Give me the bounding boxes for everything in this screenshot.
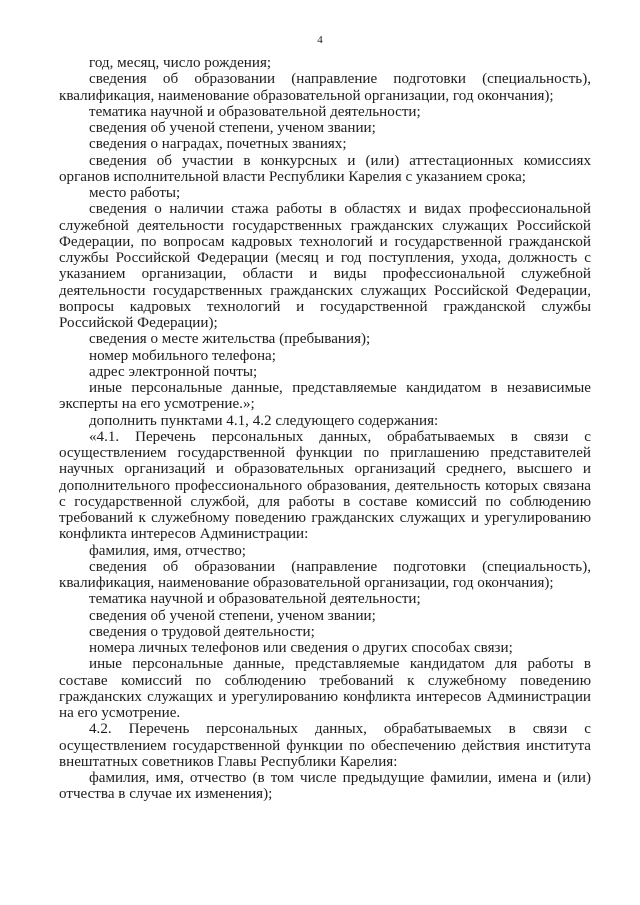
list-item: тематика научной и образовательной деятельности;	[89, 103, 421, 120]
clause-4-1-heading: «4.1. Перечень персональных данных, обрабатываемых в связи с осуществлением государственной функции по приглашению представителей научных организаций и образовательных организаций среднего, высшего и дополнительного профессионального образования, деятельность которых связана с государственной службой, для работы в составе комиссий по соблюдению требований к служебному поведению гражданских служащих и урегулированию конфликта интересов Администрации:	[59, 428, 591, 543]
list-item: сведения о трудовой деятельности;	[89, 623, 315, 640]
list-item: номер мобильного телефона;	[89, 347, 276, 364]
list-item: номера личных телефонов или сведения о других способах связи;	[89, 640, 513, 656]
page-number: 4	[317, 34, 323, 46]
list-item: фамилия, имя, отчество;	[89, 542, 246, 559]
list-item: тематика научной и образовательной деятельности;	[89, 591, 421, 608]
list-item: место работы;	[89, 185, 181, 201]
list-item: год, месяц, число рождения;	[89, 55, 272, 71]
list-item: иные персональные данные, представляемые кандидатом в независимые эксперты на его усмотрение.»;	[59, 380, 591, 413]
amendment-intro: дополнить пунктами 4.1, 4.2 следующего содержания:	[89, 412, 439, 429]
list-item: адрес электронной почты;	[89, 363, 258, 380]
list-item: сведения об образовании (направление подготовки (специальность), квалификация, наименование образовательной организации, год окончания);	[59, 71, 591, 104]
document-body	[59, 55, 591, 803]
list-item: иные персональные данные, представляемые кандидатом для работы в составе комиссий по соблюдению требований к служебному поведению гражданских служащих и урегулированию конфликта интересов Администрации на его усмотрение.	[59, 656, 591, 721]
list-item: сведения о наличии стажа работы в областях и видах профессиональной служебной деятельности государственных гражданских служащих Российской Федерации, по вопросам кадровых технологий и государственной гражданской службы Российской Федерации (месяц и год поступления, ухода, должность с указанием организации, области и виды профессиональной служебной деятельности государственных гражданских служащих Российской Федерации, вопросы кадровых технологий и государственной гражданской службы Российской Федерации);	[59, 201, 591, 331]
list-item: сведения о месте жительства (пребывания);	[89, 331, 371, 348]
clause-4-2-heading: 4.2. Перечень персональных данных, обрабатываемых в связи с осуществлением государственной функции по обеспечению действия института внештатных советников Главы Республики Карелия:	[59, 721, 591, 770]
list-item: сведения об образовании (направление подготовки (специальность), квалификация, наименование образовательной организации, год окончания);	[59, 558, 591, 591]
list-item: сведения об ученой степени, ученом звании;	[89, 120, 376, 136]
list-item: сведения об участии в конкурсных и (или) аттестационных комиссиях органов исполнительной власти Республики Карелия с указанием срока;	[59, 152, 591, 185]
list-item: фамилия, имя, отчество (в том числе предыдущие фамилии, имена и (или) отчества в случае их изменения);	[59, 770, 591, 803]
list-item: сведения о наградах, почетных званиях;	[89, 136, 347, 153]
list-item: сведения об ученой степени, ученом звании;	[89, 607, 376, 624]
